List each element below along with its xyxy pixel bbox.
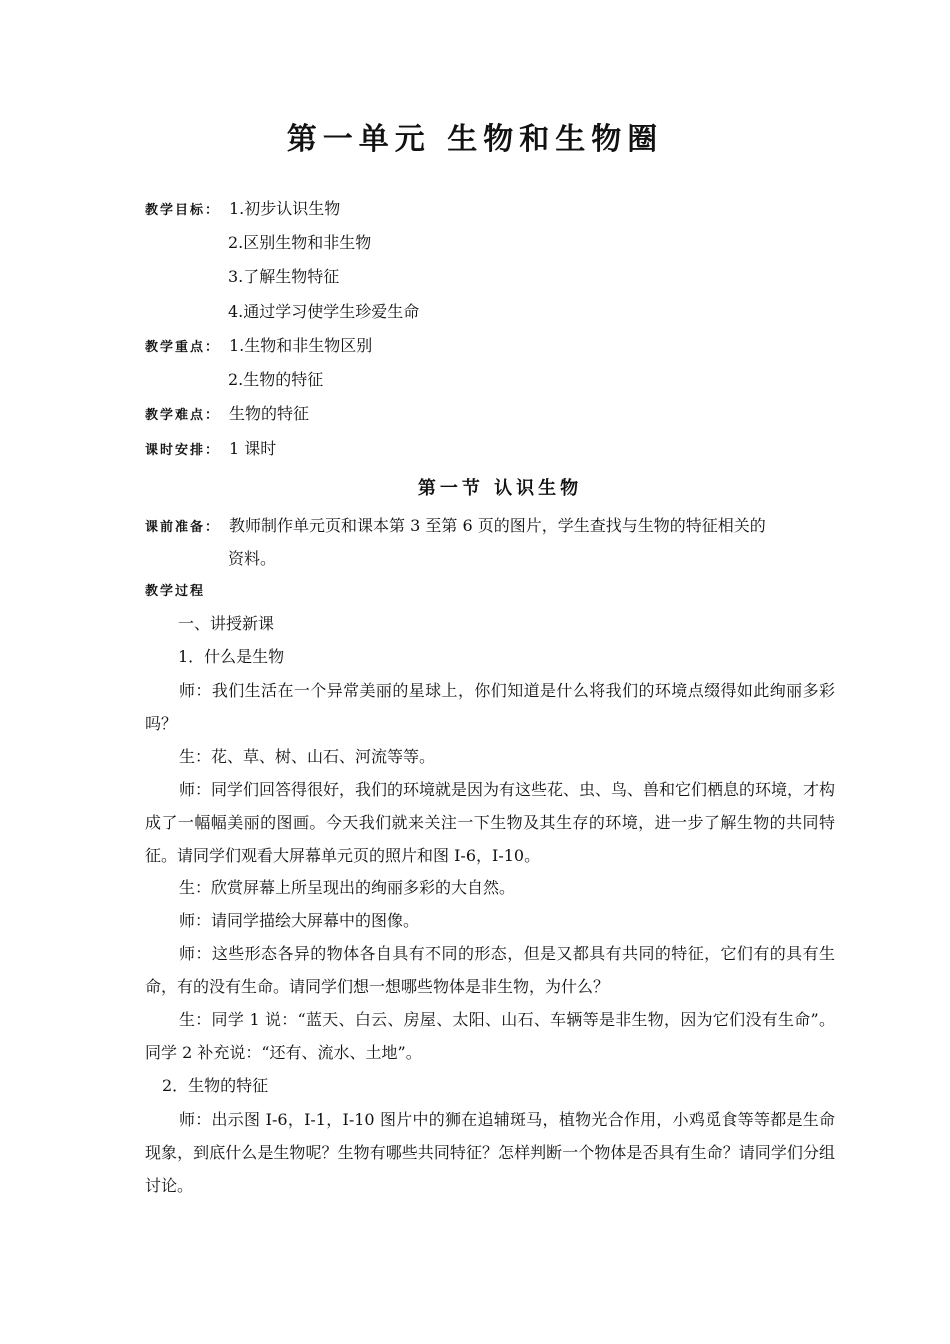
key-point-item: 1.生物和非生物区别 <box>229 336 373 355</box>
paragraph: 生：花、草、树、山石、河流等等。 <box>179 747 436 766</box>
section-title: 第一节 认识生物 <box>417 478 583 499</box>
subsection-heading: 1．什么是生物 <box>178 647 285 666</box>
objective-item: 3.了解生物特征 <box>228 267 340 286</box>
preparation-text-cont: 资料。 <box>228 549 277 568</box>
preparation-label: 课前准备： <box>145 520 221 535</box>
paragraph: 师：我们生活在一个异常美丽的星球上，你们知道是什么将我们的环境点缀得如此绚丽多彩吗？ <box>145 681 835 733</box>
key-points-row <box>145 334 825 360</box>
difficulty-label: 教学难点： <box>145 408 221 423</box>
paragraph: 师：请同学描绘大屏幕中的图像。 <box>179 911 420 930</box>
schedule-row <box>145 437 825 463</box>
objective-item: 1.初步认识生物 <box>229 199 341 218</box>
difficulty-text: 生物的特征 <box>229 404 310 423</box>
schedule-text: 1 课时 <box>229 439 277 458</box>
objective-item: 2.区别生物和非生物 <box>228 233 372 252</box>
paragraph: 生：同学 1 说：“蓝天、白云、房屋、太阳、山石、车辆等是非生物，因为它们没有生命”。同学 2 补充说：“还有、流水、土地”。 <box>145 1010 835 1062</box>
unit-title: 第一单元 生物和生物圈 <box>286 122 664 157</box>
paragraph: 生：欣赏屏幕上所呈现出的绚丽多彩的大自然。 <box>179 878 516 897</box>
key-points-label: 教学重点： <box>145 340 221 355</box>
difficulty-row <box>145 402 825 428</box>
paragraph: 师：出示图 I-6，I-1，I-10 图片中的狮在追辅斑马，植物光合作用，小鸡觅食等等都是生命现象，到底什么是生物呢？生物有哪些共同特征？怎样判断一个物体是否具有生命？请同学们分组讨论。 <box>145 1110 835 1195</box>
objective-item: 4.通过学习使学生珍爱生命 <box>228 302 420 321</box>
objectives-row <box>145 197 825 223</box>
schedule-label: 课时安排： <box>145 443 221 458</box>
objectives-label: 教学目标： <box>145 203 221 218</box>
process-heading: 教学过程 <box>145 584 206 599</box>
preparation-text: 教师制作单元页和课本第 3 至第 6 页的图片，学生查找与生物的特征相关的 <box>229 516 766 535</box>
preparation-row <box>145 514 825 540</box>
paragraph: 师：这些形态各异的物体各自具有不同的形态，但是又都具有共同的特征，它们有的具有生命，有的没有生命。请同学们想一想哪些物体是非生物，为什么？ <box>145 944 835 996</box>
key-point-item: 2.生物的特征 <box>228 370 324 389</box>
subsection-heading: 2．生物的特征 <box>162 1076 269 1095</box>
part-heading: 一、讲授新课 <box>178 614 275 633</box>
paragraph: 师：同学们回答得很好，我们的环境就是因为有这些花、虫、鸟、兽和它们栖息的环境，才构成了一幅幅美丽的图画。今天我们就来关注一下生物及其生存的环境，进一步了解生物的共同特征。请同学们观看大屏幕单元页的照片和图 I-6，I-10。 <box>145 780 836 865</box>
